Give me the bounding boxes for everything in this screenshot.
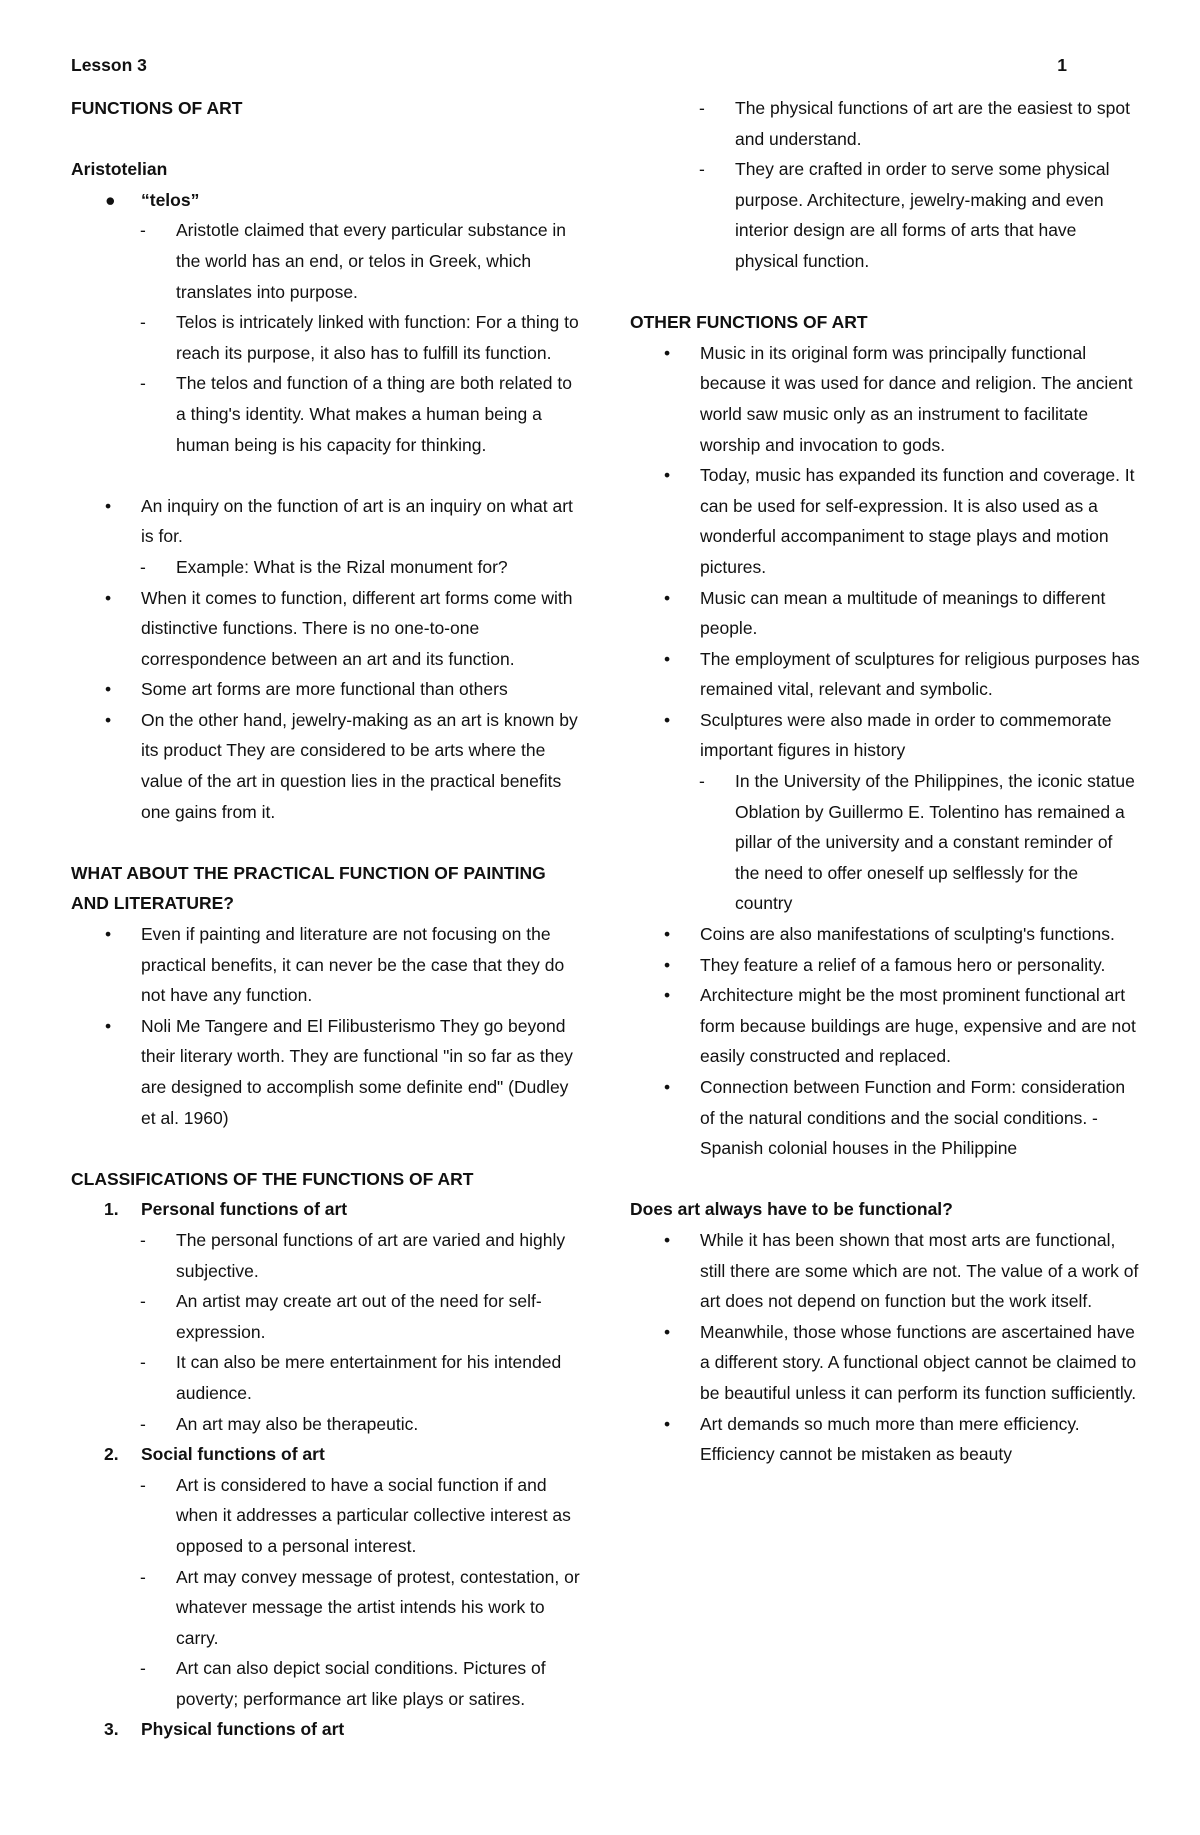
list-item-text: The telos and function of a thing are both related to a thing's identity. What makes a human being a human being is his capacity for thinking. [176,373,572,455]
list-item-text: Noli Me Tangere and El Filibusterismo They go beyond their literary worth. They are functional "in so far as they are designed to accomplish some definite end" (Dudley et al. 1960) [141,1015,573,1128]
list-item [71,368,581,460]
item-number: 1. [104,1199,119,1220]
list-item-text: Today, music has expanded its function and coverage. It can be used for self-expression. It is also used as a wonderful accompaniment to stage plays and motion pictures. [700,465,1135,577]
list-item-text: Aristotle claimed that every particular substance in the world has an end, or telos in Greek, which translates into purpose. [176,220,567,302]
dash-icon: - [140,1413,146,1434]
bullet-icon: • [664,954,671,975]
list-item-text: Coins are also manifestations of sculpting's functions. [700,924,1115,945]
page-header [71,55,1067,79]
left-column [71,93,581,1745]
list-item [630,1072,1140,1164]
list-item-text: Example: What is the Rizal monument for? [176,556,508,577]
list-item-text: Music can mean a multitude of meanings to different people. [700,587,1106,639]
bullet-icon: • [105,679,112,700]
list-item [71,491,581,552]
bullet-icon: • [664,1413,671,1434]
document-title: FUNCTIONS OF ART [71,98,243,118]
list-item [630,1225,1140,1317]
list-item [630,980,1140,1072]
aristotelian-heading: Aristotelian [71,159,168,180]
dash-icon: - [699,771,705,792]
list-item [71,919,581,1011]
other-functions-heading: OTHER FUNCTIONS OF ART [630,312,868,333]
list-item-text: When it comes to function, different art forms come with distinctive functions. There is no one-to-one correspondence between an art and its function. [141,587,573,669]
dash-icon: - [140,1229,146,1250]
right-column [630,93,1140,1470]
list-item [71,1347,581,1408]
item-number: 2. [104,1444,119,1465]
telos-label: “telos” [141,189,200,210]
list-item-text: While it has been shown that most arts are functional, still there are some which are not. The value of a work of art does not depend on function but the work itself. [700,1229,1139,1312]
list-item-text: Connection between Function and Form: consideration of the natural conditions and the social conditions. - Spanish colonial houses in the Philippine [700,1077,1126,1159]
list-item [71,1225,581,1286]
list-item-text: Even if painting and literature are not focusing on the practical benefits, it can never be the case that they do not have any function. [141,924,565,1006]
list-item [630,919,1140,950]
dash-icon: - [140,556,146,577]
list-item-text: Music in its original form was principally functional because it was used for dance and religion. The ancient world saw music only as an instrument to facilitate worship and invocation to gods. [700,342,1133,455]
page-number: 1 [1057,55,1067,75]
list-item-text: Telos is intricately linked with function: For a thing to reach its purpose, it also has to fulfill its function. [176,312,579,363]
dash-icon: - [140,1352,146,1373]
list-item [630,338,1140,460]
practical-heading: WHAT ABOUT THE PRACTICAL FUNCTION OF PAINTING AND LITERATURE? [71,862,546,914]
list-item [71,674,581,705]
list-item-text: Some art forms are more functional than others [141,679,508,700]
list-item-text: They are crafted in order to serve some physical purpose. Architecture, jewelry-making and even interior design are all forms of arts that have physical function. [735,159,1110,271]
list-item-text: Art demands so much more than mere efficiency. Efficiency cannot be mistaken as beauty [700,1413,1080,1465]
list-item [71,1653,581,1714]
list-item-text: Art is considered to have a social function if and when it addresses a particular collective interest as opposed to a personal interest. [176,1474,571,1556]
numbered-item [71,1439,581,1470]
bullet-icon: ● [105,189,116,210]
bullet-icon: • [105,1015,112,1036]
list-item [630,1409,1140,1470]
bullet-icon: • [664,587,671,608]
list-item [630,705,1140,766]
dash-icon: - [140,312,146,333]
bullet-icon: • [105,924,112,945]
list-item [71,1011,581,1133]
bullet-icon: • [664,342,671,363]
list-item [630,460,1140,582]
list-item [71,583,581,675]
list-item [71,1409,581,1440]
list-item [71,185,581,216]
bullet-icon: • [105,587,112,608]
bullet-icon: • [664,985,671,1006]
list-item [71,705,581,827]
list-item-text: An inquiry on the function of art is an inquiry on what art is for. [141,495,573,547]
list-item [71,215,581,307]
list-item [630,1317,1140,1409]
numbered-item [71,1194,581,1225]
personal-functions-label: Personal functions of art [141,1199,348,1220]
list-item [71,1470,581,1562]
lesson-label: Lesson 3 [71,55,147,75]
bullet-icon: • [664,709,671,730]
dash-icon: - [699,98,705,118]
list-item-text: Art can also depict social conditions. Pictures of poverty; performance art like plays or satires. [176,1658,546,1709]
list-item-text: Art may convey message of protest, contestation, or whatever message the artist intends his work to carry. [176,1566,580,1648]
bullet-icon: • [664,924,671,945]
numbered-item [71,1714,581,1745]
list-item [630,644,1140,705]
list-item [71,1286,581,1347]
list-item-text: An art may also be therapeutic. [176,1413,419,1434]
bullet-icon: • [664,1077,671,1097]
list-item-text: Meanwhile, those whose functions are ascertained have a different story. A functional object cannot be claimed to be beautiful unless it can perform its function sufficiently. [700,1321,1137,1403]
list-item [630,154,1140,276]
list-item [630,950,1140,981]
list-item-text: Sculptures were also made in order to commemorate important figures in history [700,709,1112,761]
dash-icon: - [699,159,705,180]
bullet-icon: • [664,1321,671,1342]
list-item-text: Architecture might be the most prominent functional art form because buildings are huge, expensive and are not easily constructed and replaced. [700,985,1136,1067]
dash-icon: - [140,1658,146,1679]
list-item [630,93,1140,154]
list-item-text: The personal functions of art are varied and highly subjective. [176,1229,566,1281]
list-item-text: An artist may create art out of the need for self-expression. [176,1291,542,1342]
list-item-text: The employment of sculptures for religious purposes has remained vital, relevant and symbolic. [700,648,1140,700]
list-item [71,307,581,368]
physical-functions-label: Physical functions of art [141,1719,345,1740]
list-item-text: The physical functions of art are the easiest to spot and understand. [735,98,1130,149]
bullet-icon: • [105,495,112,516]
item-number: 3. [104,1719,119,1740]
list-item [71,1562,581,1654]
list-item [71,552,581,583]
dash-icon: - [140,1474,146,1495]
dash-icon: - [140,373,146,394]
bullet-icon: • [664,1229,671,1250]
dash-icon: - [140,1566,146,1587]
question-heading: Does art always have to be functional? [630,1199,953,1220]
list-item-text: On the other hand, jewelry-making as an art is known by its product They are considered to be arts where the value of the art in question lies in the practical benefits one gains from it. [141,709,578,822]
social-functions-label: Social functions of art [141,1444,325,1465]
bullet-icon: • [664,648,671,669]
dash-icon: - [140,220,146,241]
list-item-text: They feature a relief of a famous hero or personality. [700,954,1106,975]
list-item-text: In the University of the Philippines, the iconic statue Oblation by Guillermo E. Tolentino has remained a pillar of the university and a constant reminder of the need to offer oneself up selflessly for the country [735,771,1135,914]
dash-icon: - [140,1291,146,1312]
list-item-text: It can also be mere entertainment for his intended audience. [176,1352,562,1403]
bullet-icon: • [664,465,671,486]
classifications-heading: CLASSIFICATIONS OF THE FUNCTIONS OF ART [71,1168,474,1189]
bullet-icon: • [105,709,112,730]
list-item [630,766,1140,919]
list-item [630,583,1140,644]
